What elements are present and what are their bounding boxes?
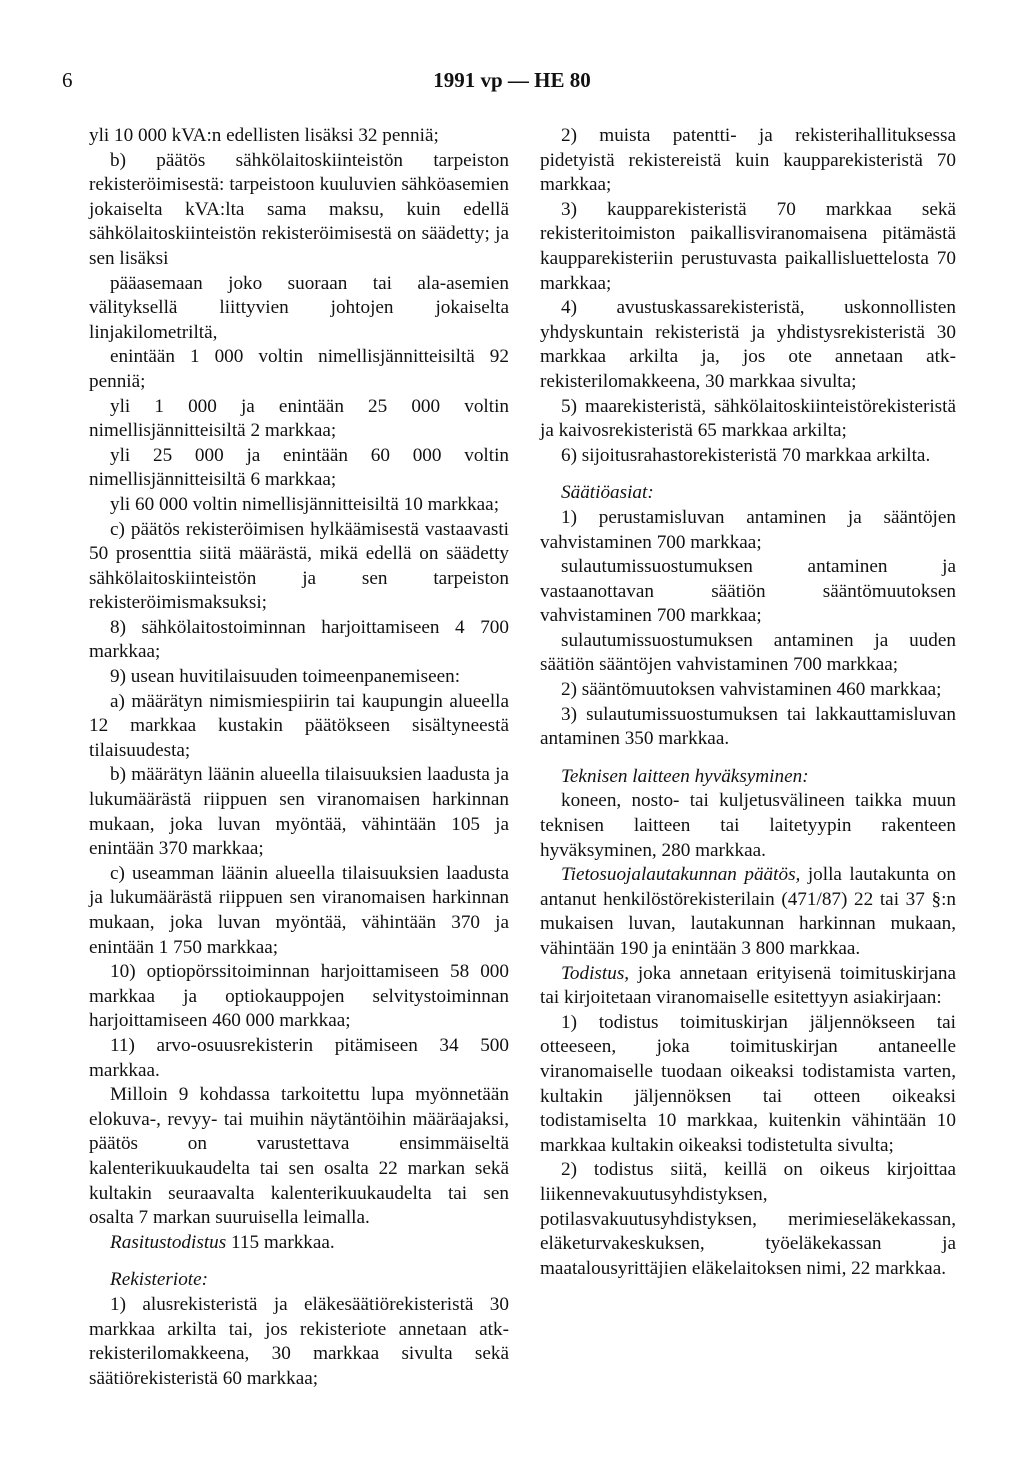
paragraph: c) useamman läänin alueella tilaisuuksien laadusta ja lukumäärästä riippuen sen viranomaisen harkinnan mukaan, joka luvan myöntää, vähintään 370 ja enintään 1 750 markkaa; [89,862,509,958]
paragraph: 6) sijoitusrahastorekisteristä 70 markkaa arkilta. [561,444,931,466]
paragraph: 4) avustuskassarekisteristä, uskonnollisten yhdyskuntain rekisteristä ja yhdistysrekisteristä 30 markkaa arkilta ja, jos ote annetaan atk-rekisterilomakkeena, 30 markkaa sivulta; [540,297,956,392]
paragraph-text: 115 markkaa. [226,1231,335,1253]
paragraph: c) päätös rekisteröimisen hylkäämisestä vastaavasti 50 prosenttia siitä määrästä, mikä edellä on säädetty sähkölaitoskiinteistön ja sen tarpeiston rekisteröimismaksuksi; [89,518,509,614]
paragraph: 1) todistus toimituskirjan jäljennökseen tai otteeseen, joka toimituskirjan antaneelle viranomaiselle tuodaan oikeaksi todistamista varten, kultakin jäljennöksen tai otteen oikeaksi todistamiselta 10 markkaa, kuitenkin vähintään 10 markkaa kultakin oikeaksi todistetulta sivulta; [540,1011,956,1156]
paragraph [540,962,956,1011]
paragraph: 10) optiopörssitoiminnan harjoittamiseen 58 000 markkaa ja optiokauppojen selvitystoiminnan harjoittamiseen 460 000 markkaa; [89,961,509,1032]
paragraph [89,1231,509,1256]
paragraph [540,863,956,961]
italic-lead: Rasitustodistus [110,1231,227,1253]
paragraph: 2) sääntömuutoksen vahvistaminen 460 markkaa; [561,679,942,701]
paragraph: yli 10 000 kVA:n edellisten lisäksi 32 penniä; [89,125,439,146]
page-header [0,68,1024,98]
paragraph: sulautumissuostumuksen antaminen ja uuden säätiön sääntöjen vahvistaminen 700 markkaa; [540,629,956,676]
page-number: 6 [62,68,73,92]
paragraph: Rekisteriote: [110,1269,209,1291]
paragraph: 11) arvo-osuusrekisterin pitämiseen 34 500 markkaa. [89,1034,509,1081]
paragraph: enintään 1 000 voltin nimellisjännitteisiltä 92 penniä; [89,346,509,392]
paragraph: 2) todistus siitä, keillä on oikeus kirjoittaa liikennevakuutusyhdistyksen, potilasvakuutusyhdistyksen, merimieseläkekassan, eläketurvakeskuksen, työeläkekassan ja maatalousyrittäjien eläkelaitoksen nimi, 22 markkaa. [540,1159,956,1279]
paragraph: 5) maarekisteristä, sähkölaitoskiinteistörekisteristä ja kaivosrekisteristä 65 markkaa arkilta; [540,395,956,442]
right-column [540,124,956,1281]
paragraph: b) määrätyn läänin alueella tilaisuuksien laadusta ja lukumäärästä riippuen sen viranomaisen harkinnan mukaan, joka luvan myöntää, vähintään 105 ja enintään 370 markkaa; [89,764,509,860]
paragraph: Teknisen laitteen hyväksyminen: [561,765,809,787]
left-column [89,124,509,1391]
paragraph: 8) sähkölaitostoiminnan harjoittamiseen 4 700 markkaa; [89,616,509,663]
paragraph: 9) usean huvitilaisuuden toimeenpanemiseen: [110,666,461,688]
paragraph: pääasemaan joko suoraan tai ala-asemien välityksellä liittyvien johtojen jokaiselta linjakilometriltä, [89,272,509,343]
paragraph: sulautumissuostumuksen antaminen ja vastaanottavan säätiön sääntömuutoksen vahvistaminen 700 markkaa; [540,556,956,627]
paragraph: Säätiöasiat: [561,482,654,504]
paragraph: b) päätös sähkölaitoskiinteistön tarpeiston rekisteröimisestä: tarpeistoon kuuluvien sähköasemien jokaiselta kVA:lta sama maksu, kuin edellä sähkölaitoskiinteistön rekisteröimisestä on säädetty; ja sen lisäksi [89,149,509,269]
running-title: 1991 vp — HE 80 [433,68,591,92]
paragraph: 3) kaupparekisteristä 70 markkaa sekä rekisteritoimiston paikallisviranomaisena pitämästä kaupparekisteriin perustuvasta paikallisluettelosta 70 markkaa; [540,198,956,294]
paragraph-text: joka annetaan erityisenä toimituskirjana tai kirjoitetaan viranomaiselle esitettyyn asiakirjaan: [540,962,956,1009]
paragraph: 2) muista patentti- ja rekisterihallituksessa pidetyistä rekistereistä kuin kaupparekisteristä 70 markkaa; [540,125,956,196]
italic-lead: Tietosuojalautakunnan päätös, [561,864,801,886]
paragraph-text: jolla lautakunta on antanut henkilöstörekisterilain (471/87) 22 tai 37 §:n mukaisen luvan, lautakunnan harkinnan mukaan, vähintään 190 ja enintään 3 800 markkaa. [540,864,956,959]
paragraph: a) määrätyn nimismiespiirin tai kaupungin alueella 12 markkaa kustakin päätökseen sisältyneestä tilaisuudesta; [89,690,509,761]
paragraph: 1) alusrekisteristä ja eläkesäätiörekisteristä 30 markkaa arkilta tai, jos rekisteriote annetaan atk-rekisterilomakkeena, 30 markkaa sivulta sekä säätiörekisteristä 60 markkaa; [89,1293,509,1389]
paragraph: koneen, nosto- tai kuljetusvälineen taikka muun teknisen laitteen tai laitetyypin rakenteen hyväksyminen, 280 markkaa. [540,790,956,861]
paragraph: yli 1 000 ja enintään 25 000 voltin nimellisjännitteisiltä 2 markkaa; [89,395,509,442]
paragraph: yli 60 000 voltin nimellisjännitteisiltä 10 markkaa; [110,493,500,515]
paragraph: 1) perustamisluvan antaminen ja sääntöjen vahvistaminen 700 markkaa; [540,506,956,553]
paragraph: Milloin 9 kohdassa tarkoitettu lupa myönnetään elokuva-, revyy- tai muihin näytäntöihin määräajaksi, päätös on varustettava ensimmäiseltä kalenterikuukaudelta tai sen osalta 22 markan sekä kultakin seuraavalta kalenterikuukaudelta tai sen osalta 7 markan suuruisella leimalla. [89,1084,509,1229]
paragraph: yli 25 000 ja enintään 60 000 voltin nimellisjännitteisiltä 6 markkaa; [89,444,509,491]
paragraph: 3) sulautumissuostumuksen tai lakkauttamisluvan antaminen 350 markkaa. [540,703,956,750]
italic-lead: Todistus, [561,962,630,984]
